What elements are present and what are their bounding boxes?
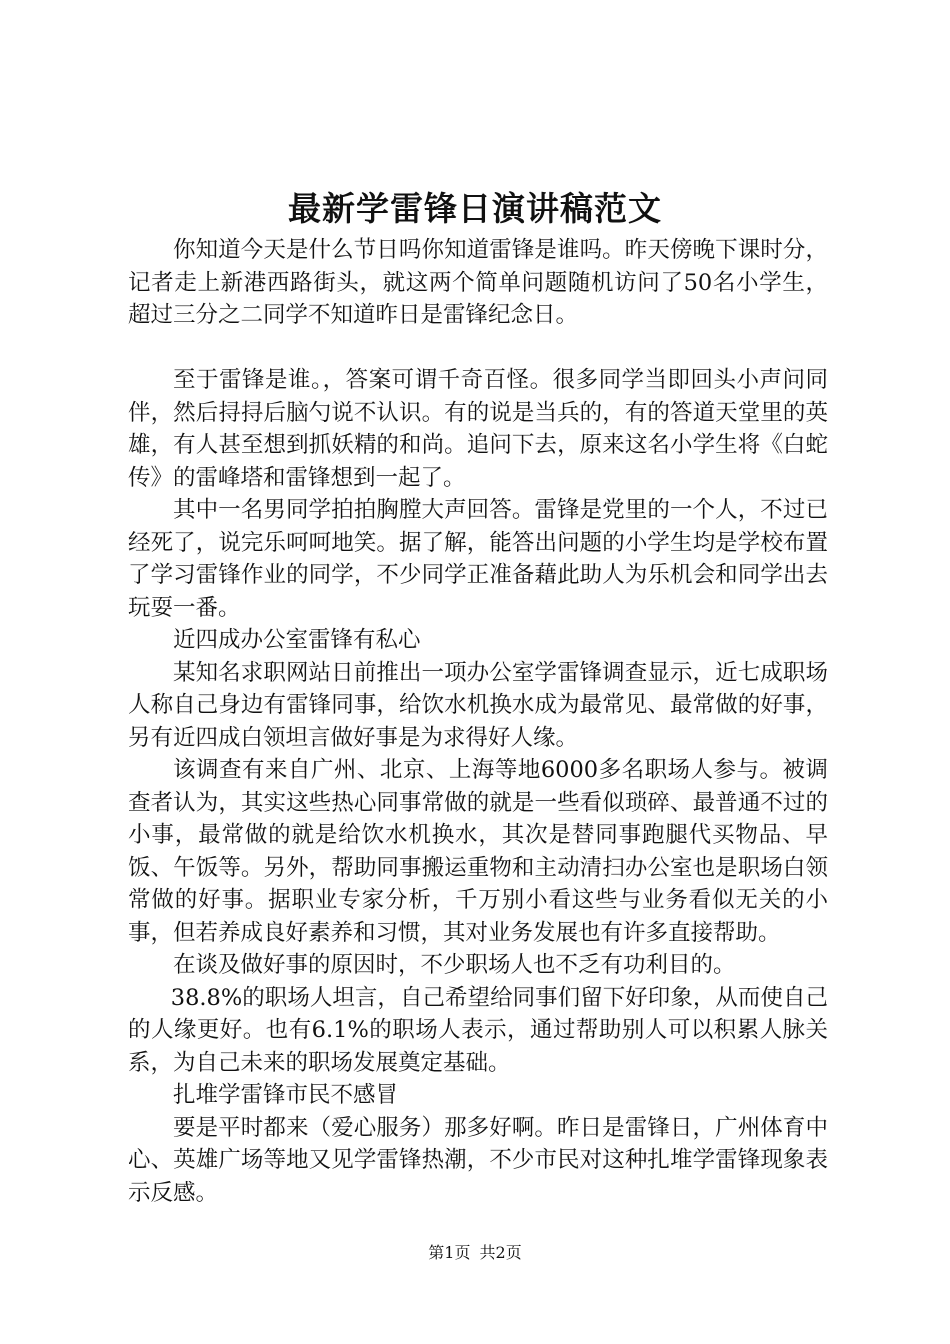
page-footer xyxy=(0,1242,950,1264)
page-number: 第1页 xyxy=(428,1243,471,1262)
section-heading-crowd: 扎堆学雷锋市民不感冒 xyxy=(173,1082,399,1108)
paragraph-spacer xyxy=(128,332,828,365)
section-heading-office: 近四成办公室雷锋有私心 xyxy=(173,627,421,653)
paragraph-boy-answer: 其中一名男同学拍拍胸膛大声回答。雷锋是党里的一个人，不过已经死了，说完乐呵呵地笑。据了解，能答出问题的小学生均是学校布置了学习雷锋作业的同学，不少同学正准备藉此助人为乐机会和同学出去玩耍一番。 xyxy=(128,497,828,621)
paragraph-percentages: 38.8%的职场人坦言，自己希望给同事们留下好印象，从而使自己的人缘更好。也有6.1%的职场人表示，通过帮助别人可以积累人脉关系，为自己未来的职场发展奠定基础。 xyxy=(128,984,828,1076)
paragraph-who-is-leifeng: 至于雷锋是谁。，答案可谓千奇百怪。很多同学当即回头小声问同伴，然后挦挦后脑勺说不认识。有的说是当兵的，有的答道天堂里的英雄，有人甚至想到抓妖精的和尚。追问下去，原来这名小学生将《白蛇传》的雷峰塔和雷锋想到一起了。 xyxy=(128,367,828,491)
paragraph-survey-details: 该调查有来自广州、北京、上海等地6000多名职场人参与。被调查者认为，其实这些热心同事常做的就是一些看似琐碎、最普通不过的小事，最常做的就是给饮水机换水，其次是替同事跑腿代买物品、早饭、午饭等。另外，帮助同事搬运重物和主动清扫办公室也是职场白领常做的好事。据职业专家分析，千万别小看这些与业务看似无关的小事，但若养成良好素养和习惯，其对业务发展也有许多直接帮助。 xyxy=(128,757,828,946)
page-total: 共2页 xyxy=(479,1243,522,1262)
document-body xyxy=(128,234,828,1209)
paragraph-motives: 在谈及做好事的原因时，不少职场人也不乏有功利目的。 xyxy=(173,952,736,978)
document-title: 最新学雷锋日演讲稿范文 xyxy=(288,189,662,228)
paragraph-leifeng-day: 要是平时都来（爱心服务）那多好啊。昨日是雷锋日，广州体育中心、英雄广场等地又见学雷锋热潮，不少市民对这种扎堆学雷锋现象表示反感。 xyxy=(128,1114,828,1206)
paragraph-survey: 某知名求职网站日前推出一项办公室学雷锋调查显示，近七成职场人称自己身边有雷锋同事，给饮水机换水成为最常见、最常做的好事，另有近四成白领坦言做好事是为求得好人缘。 xyxy=(128,659,828,751)
paragraph-intro: 你知道今天是什么节日吗你知道雷锋是谁吗。昨天傍晚下课时分，记者走上新港西路街头，就这两个简单问题随机访问了50名小学生，超过三分之二同学不知道昨日是雷锋纪念日。 xyxy=(128,237,828,328)
